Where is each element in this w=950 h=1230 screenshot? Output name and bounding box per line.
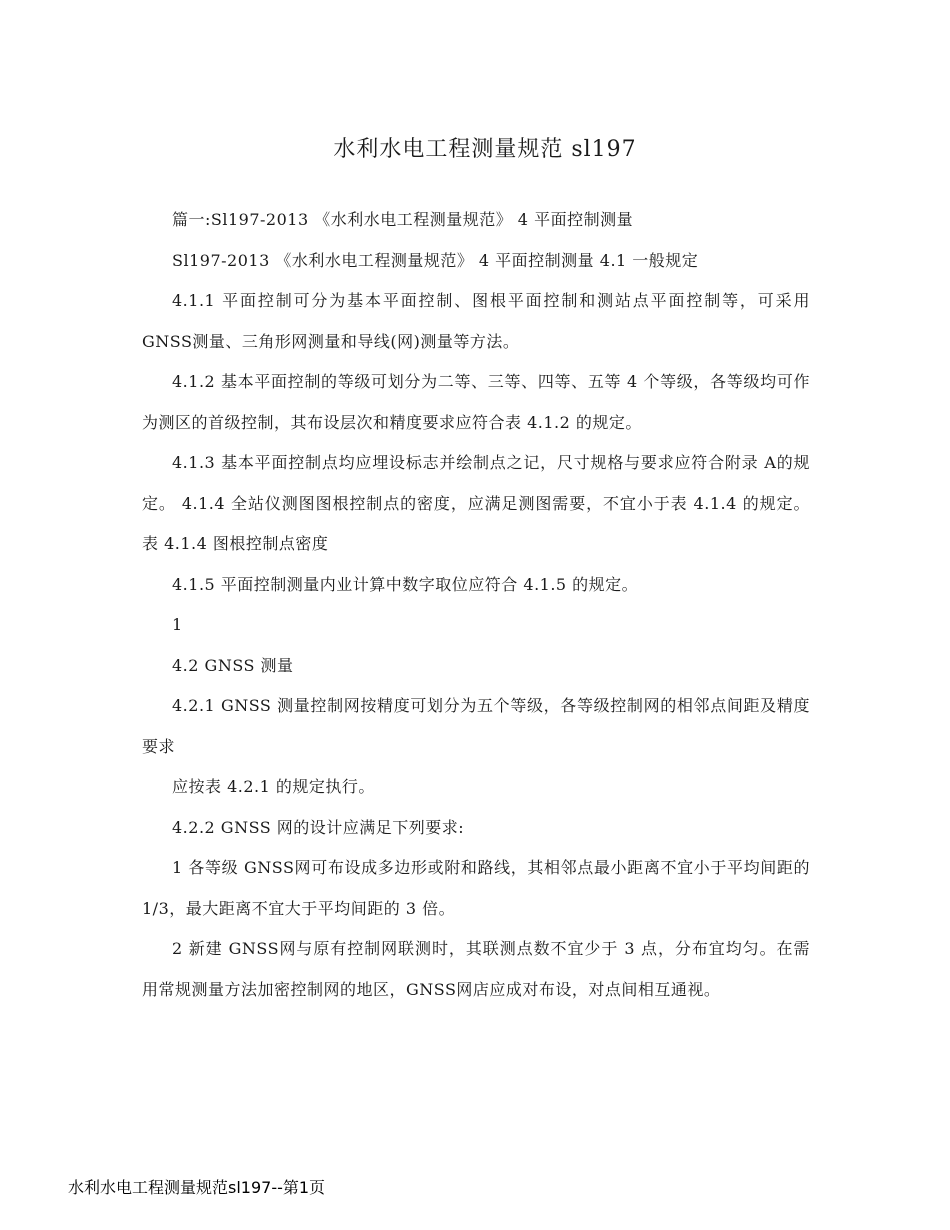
paragraph-4-2-1-cont: 应按表 4.2.1 的规定执行。 [172, 777, 375, 796]
paragraph-4-1-2: 4.1.2 基本平面控制的等级可划分为二等、三等、四等、五等 4 个等级，各等级均可作为测区的首级控制，其布设层次和精度要求应符合表 4.1.2 的规定。 [142, 372, 810, 432]
document-body [142, 200, 810, 1010]
page-footer: 水利水电工程测量规范sl197--第1页 [68, 1178, 326, 1197]
paragraph-heading-4-1: Sl197-2013 《水利水电工程测量规范》 4 平面控制测量 4.1 一般规定 [172, 250, 699, 270]
document-title: 水利水电工程测量规范 sl197 [333, 137, 637, 162]
paragraph-4-1-1: 4.1.1 平面控制可分为基本平面控制、图根平面控制和测站点平面控制等，可采用 GNSS测量、三角形网测量和导线(网)测量等方法。 [142, 291, 810, 351]
paragraph-item-2: 2 新建 GNSS网与原有控制网联测时，其联测点数不宜少于 3 点，分布宜均匀。在需用常规测量方法加密控制网的地区，GNSS网店应成对布设，对点间相互通视。 [142, 939, 810, 999]
paragraph-4-1-3: 4.1.3 基本平面控制点均应埋设标志并绘制点之记，尺寸规格与要求应符合附录 A的规定。 4.1.4 全站仪测图图根控制点的密度，应满足测图需要，不宜小于表 4.1.4 的规定。 表 4.1.4 图根控制点密度 [142, 453, 810, 553]
paragraph-4-1-5: 4.1.5 平面控制测量内业计算中数字取位应符合 4.1.5 的规定。 [172, 574, 639, 594]
paragraph-page-marker: 1 [172, 615, 183, 634]
paragraph-4-2-1: 4.2.1 GNSS 测量控制网按精度可划分为五个等级，各等级控制网的相邻点间距及精度要求 [142, 696, 810, 756]
paragraph-item-1: 1 各等级 GNSS网可布设成多边形或附和路线，其相邻点最小距离不宜小于平均间距的 1/3，最大距离不宜大于平均间距的 3 倍。 [142, 858, 810, 918]
paragraph-4-2-2: 4.2.2 GNSS 网的设计应满足下列要求: [172, 817, 465, 837]
paragraph-heading-4-2: 4.2 GNSS 测量 [172, 655, 294, 675]
paragraph-heading-part1: 篇一:Sl197-2013 《水利水电工程测量规范》 4 平面控制测量 [172, 210, 634, 229]
